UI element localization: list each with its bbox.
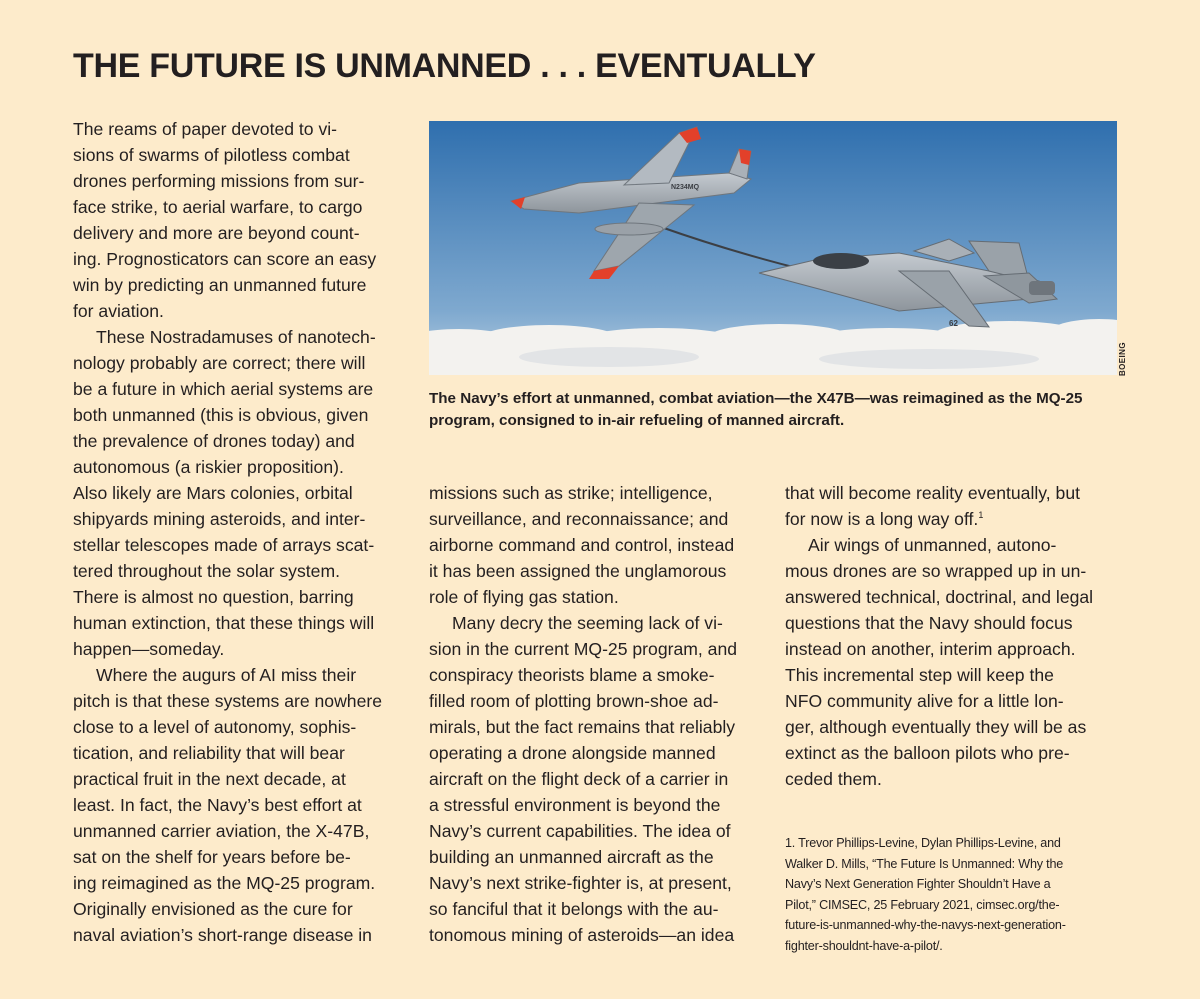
body-line: extinct as the balloon pilots who pre- (785, 743, 1070, 763)
body-line: happen—someday. (73, 639, 225, 659)
article-column-3 (785, 480, 1093, 792)
body-line-with-footnote (785, 506, 1093, 532)
body-line: surveillance, and reconnaissance; and (429, 509, 729, 529)
body-line: tonomous mining of asteroids—an idea (429, 925, 735, 945)
body-line: Also likely are Mars colonies, orbital (73, 483, 353, 503)
body-line: win by predicting an unmanned future (73, 275, 367, 295)
body-line: missions such as strike; intelligence, (429, 483, 713, 503)
body-text: for now is a long way off. (785, 509, 979, 529)
body-line: There is almost no question, barring (73, 587, 354, 607)
body-line: sion in the current MQ-25 program, and (429, 639, 738, 659)
body-line: stellar telescopes made of arrays scat- (73, 535, 375, 555)
body-line: Originally envisioned as the cure for (73, 899, 353, 919)
footnote-line: fighter-shouldnt-have-a-pilot/. (785, 938, 943, 953)
body-line: role of flying gas station. (429, 587, 619, 607)
article-headline: THE FUTURE IS UNMANNED . . . EVENTUALLY (73, 47, 816, 85)
body-line: questions that the Navy should focus (785, 613, 1073, 633)
body-line: both unmanned (this is obvious, given (73, 405, 369, 425)
body-line: ceded them. (785, 769, 882, 789)
footnote-line: Walker D. Mills, “The Future Is Unmanned: Why the (785, 856, 1064, 871)
body-line: practical fruit in the next decade, at (73, 769, 346, 789)
body-line: conspiracy theorists blame a smoke- (429, 665, 715, 685)
body-line: filled room of plotting brown-shoe ad- (429, 691, 719, 711)
paragraph-start-line: Air wings of unmanned, autono- (808, 535, 1057, 555)
body-line: The reams of paper devoted to vi- (73, 119, 338, 139)
body-line: that will become reality eventually, but (785, 483, 1081, 503)
body-line: ger, although eventually they will be as (785, 717, 1087, 737)
body-line: NFO community alive for a little lon- (785, 691, 1064, 711)
body-line: tered throughout the solar system. (73, 561, 340, 581)
photo-credit-text: BOEING (1118, 342, 1127, 376)
body-line: pitch is that these systems are nowhere (73, 691, 383, 711)
body-line: Navy’s current capabilities. The idea of (429, 821, 731, 841)
body-line: answered technical, doctrinal, and legal (785, 587, 1094, 607)
body-line: sions of swarms of pilotless combat (73, 145, 350, 165)
body-line: aircraft on the flight deck of a carrier in (429, 769, 729, 789)
refueling-photo (429, 121, 1117, 375)
paragraph-start-line: These Nostradamuses of nanotech- (96, 327, 376, 347)
article-column-1 (73, 116, 382, 948)
body-line: mirals, but the fact remains that reliably (429, 717, 736, 737)
paragraph-start-line: Many decry the seeming lack of vi- (452, 613, 723, 633)
footnote-line: 1. Trevor Phillips-Levine, Dylan Phillips-Levine, and (785, 836, 1061, 850)
cloud-layer (429, 319, 1117, 375)
body-line: be a future in which aerial systems are (73, 379, 374, 399)
body-line: Navy’s next strike-fighter is, at present, (429, 873, 732, 893)
caption-line: The Navy’s effort at unmanned, combat aviation—the X47B—was reimagined as the MQ-25 (429, 390, 1083, 407)
body-line: tication, and reliability that will bear (73, 743, 345, 763)
body-line: least. In fact, the Navy’s best effort at (73, 795, 362, 815)
body-line: shipyards mining asteroids, and inter- (73, 509, 366, 529)
body-line: This incremental step will keep the (785, 665, 1054, 685)
footnote (785, 833, 1066, 956)
body-line: delivery and more are beyond count- (73, 223, 360, 243)
body-line: mous drones are so wrapped up in un- (785, 561, 1087, 581)
body-line: autonomous (a riskier proposition). (73, 457, 344, 477)
tail-marking: N234MQ (671, 184, 700, 191)
body-line: drones performing missions from sur- (73, 171, 365, 191)
body-line: human extinction, that these things will (73, 613, 375, 633)
footnote-line: future-is-unmanned-why-the-navys-next-generation- (785, 918, 1066, 932)
body-line: instead on another, interim approach. (785, 639, 1076, 659)
body-line: unmanned carrier aviation, the X-47B, (73, 821, 370, 841)
footnote-marker: 1 (978, 510, 984, 520)
refueling-photo-illustration (429, 121, 1117, 375)
body-line: airborne command and control, instead (429, 535, 735, 555)
body-line: for aviation. (73, 301, 164, 321)
body-line: ing reimagined as the MQ-25 program. (73, 873, 376, 893)
photo-credit (1118, 342, 1130, 376)
body-line: building an unmanned aircraft as the (429, 847, 714, 867)
footnote-line: Pilot,” CIMSEC, 25 February 2021, cimsec.org/the- (785, 897, 1060, 912)
photo-caption (429, 388, 1129, 432)
body-line: operating a drone alongside manned (429, 743, 716, 763)
body-line: sat on the shelf for years before be- (73, 847, 351, 867)
article-column-2 (429, 480, 737, 948)
paragraph-start-line: Where the augurs of AI miss their (96, 665, 357, 685)
body-line: so fanciful that it belongs with the au- (429, 899, 719, 919)
body-line: it has been assigned the unglamorous (429, 561, 727, 581)
body-line: nology probably are correct; there will (73, 353, 366, 373)
body-line: a stressful environment is beyond the (429, 795, 721, 815)
body-line: ing. Prognosticators can score an easy (73, 249, 377, 269)
body-line: close to a level of autonomy, sophis- (73, 717, 357, 737)
jet-marking: 62 (949, 319, 958, 328)
caption-line: program, consigned to in-air refueling of manned aircraft. (429, 412, 845, 429)
body-line: the prevalence of drones today) and (73, 431, 355, 451)
body-line: naval aviation’s short-range disease in (73, 925, 372, 945)
footnote-line: Navy’s Next Generation Fighter Shouldn’t Have a (785, 877, 1051, 891)
body-line: face strike, to aerial warfare, to cargo (73, 197, 363, 217)
